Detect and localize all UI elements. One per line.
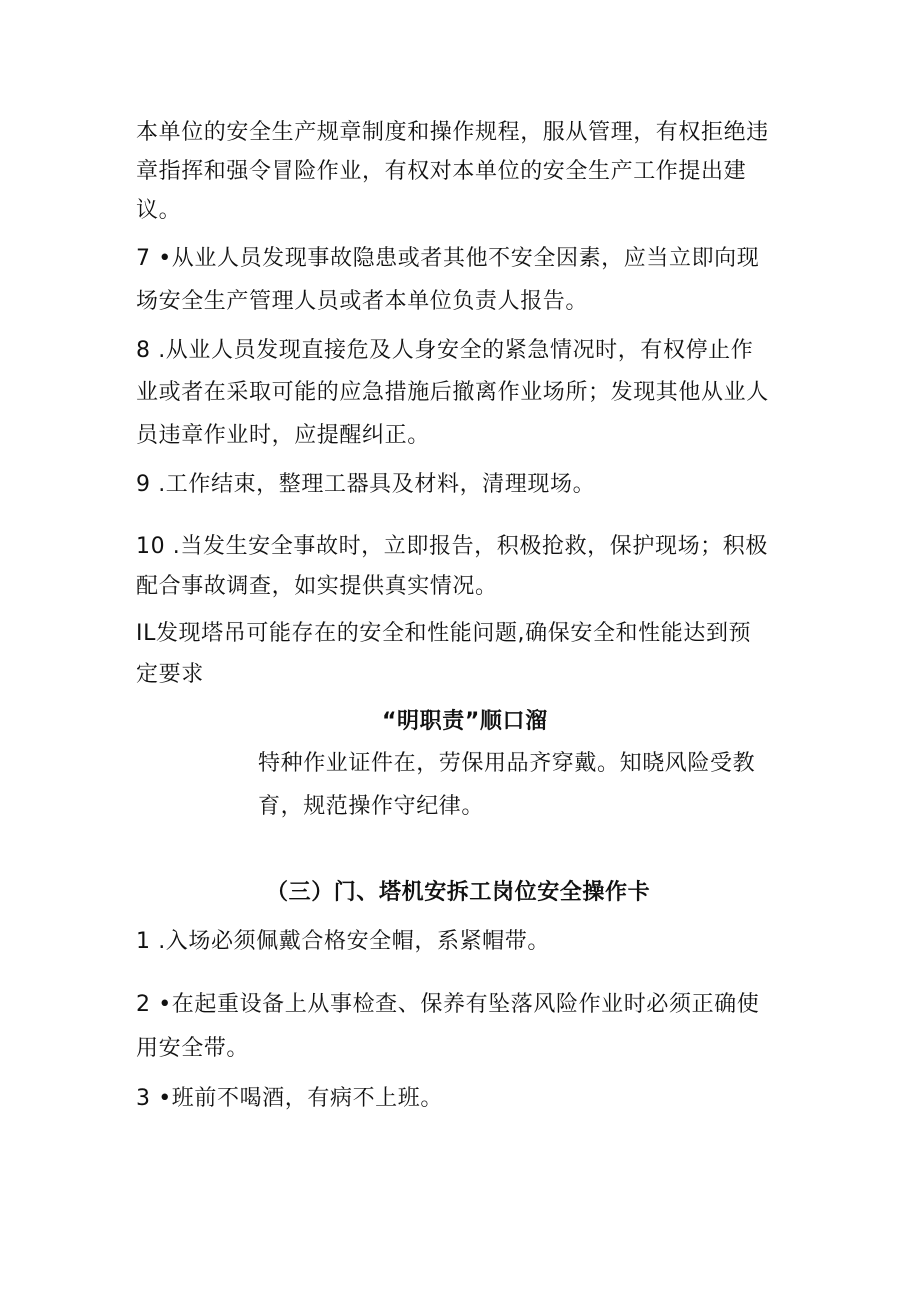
item-8-line-1: 8 .从业人员发现直接危及人身安全的紧急情况时，有权停止作: [136, 338, 754, 363]
intro-line-2: 章指挥和强令冒险作业，有权对本单位的安全生产工作提出建: [136, 159, 747, 184]
item-11-line-2: 定要求: [136, 662, 204, 687]
card-item-1-line-1: 1 .入场必须佩戴合格安全帽，系紧帽带。: [136, 929, 550, 954]
card-item-2-line-1: 2 •在起重设备上从事检查、保养有坠落风险作业时必须正确使: [136, 992, 760, 1017]
item-8-line-3: 员违章作业时，应提醒纠正。: [136, 423, 430, 448]
item-9-line-1: 9 .工作结束，整理工器具及材料，清理现场。: [136, 472, 596, 497]
item-10-line-1: 10 .当发生安全事故时，立即报告，积极抢救，保护现场；积极: [136, 534, 768, 559]
item-7-line-2: 场安全生产管理人员或者本单位负责人报告。: [136, 289, 589, 314]
item-7-line-1: 7 •从业人员发现事故隐患或者其他不安全因素，应当立即向现: [136, 246, 760, 271]
intro-line-1: 本单位的安全生产规章制度和操作规程，服从管理，有权拒绝违: [136, 120, 769, 145]
card-item-2-line-2: 用安全带。: [136, 1036, 250, 1061]
section-title: （三）门、塔机安拆工岗位安全操作卡: [266, 880, 651, 905]
item-8-line-2: 业或者在采取可能的应急措施后撤离作业场所；发现其他从业人: [136, 380, 769, 405]
rhyme-line-1: 特种作业证件在，劳保用品齐穿戴。知晓风险受教: [258, 751, 756, 776]
item-11-line-1: IL发现塔吊可能存在的安全和性能问题,确保安全和性能达到预: [136, 621, 752, 646]
item-10-line-2: 配合事故调查，如实提供真实情况。: [136, 574, 498, 599]
intro-line-3: 议。: [136, 198, 182, 223]
rhyme-title: “明职责”顺口溜: [382, 709, 548, 734]
rhyme-line-2: 育，规范操作守纪律。: [258, 794, 485, 819]
card-item-3-line-1: 3 •班前不喝酒，有病不上班。: [136, 1086, 443, 1111]
